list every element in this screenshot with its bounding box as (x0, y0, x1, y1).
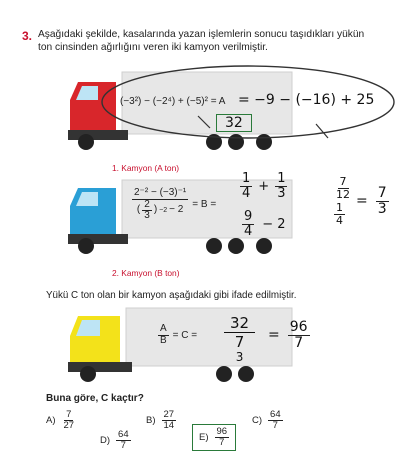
truck-2-main-fraction (132, 188, 188, 222)
question-number: 3. (22, 29, 33, 43)
option-c[interactable]: C) $\frac{64}{7}$ (252, 409, 281, 431)
truck-2-expression (132, 188, 216, 222)
truck-3-handwritten-result: = $\frac{96}{7}$ (268, 319, 308, 351)
truck-2-bumper (68, 234, 128, 244)
truck-3-bumper (68, 362, 132, 372)
truck-2-equals: = B = (192, 199, 217, 211)
truck-2-handwritten-top: $\frac{1}{4}$ + $\frac{1}{3}$ (242, 171, 286, 201)
option-e-selected[interactable]: E) $\frac{96}{7}$ (192, 424, 236, 451)
truck-1-handwritten-result: 32 (216, 114, 252, 132)
truck-2-numerator: 2⁻² − (−3)⁻¹ (134, 187, 187, 198)
truck-3-illustration (64, 306, 294, 386)
truck-2-wheel (206, 238, 222, 254)
truck-3-handwritten: 32 7 3 (224, 314, 255, 363)
truck-2-handwritten-result: = $\frac{7}{3}$ (356, 185, 387, 217)
truck-1-expression: (−3²) − (−2⁴) + (−5)² = A (120, 96, 226, 107)
truck-1-wheel (78, 134, 94, 150)
truck-2-denominator: ( $\frac{2}{3}$ ) −2 − 2 (136, 198, 184, 221)
option-a[interactable]: A) $\frac{7}{27}$ (46, 409, 75, 431)
question-prompt: Buna göre, C kaçtır? (46, 393, 144, 404)
truck-2-wheel (228, 238, 244, 254)
truck-2-wheel (78, 238, 94, 254)
truck-1-handwritten: = −9 − (−16) + 25 (238, 92, 375, 108)
truck-2-handwritten-side: $\frac{7}{12}$ $\frac{1}{4}$ (336, 175, 350, 227)
truck-2-caption: 2. Kamyon (B ton) (112, 268, 180, 278)
truck-2-handwritten-bottom: $\frac{9}{4}$ − 2 (244, 209, 286, 239)
truck-3-wheel (216, 366, 232, 382)
question-text: Aşağıdaki şekilde, kasalarında yazan işlemlerin sonucu taşıdıkları yükün ton cinsinden ağırlığını veren iki kamyon verilmiştir. (38, 29, 365, 53)
truck-3-wheel (80, 366, 96, 382)
truck-3-expression: $\frac{A}{B}$ = C = (160, 323, 198, 346)
truck-1-caption: 1. Kamyon (A ton) (112, 163, 180, 173)
truck-2-wheel (256, 238, 272, 254)
option-b[interactable]: B) $\frac{27}{14}$ (146, 409, 175, 431)
truck-3-intro: Yükü C ton olan bir kamyon aşağıdaki gibi ifade edilmiştir. (46, 290, 297, 301)
truck-3-wheel (238, 366, 254, 382)
option-d[interactable]: D) $\frac{64}{7}$ (100, 429, 129, 451)
